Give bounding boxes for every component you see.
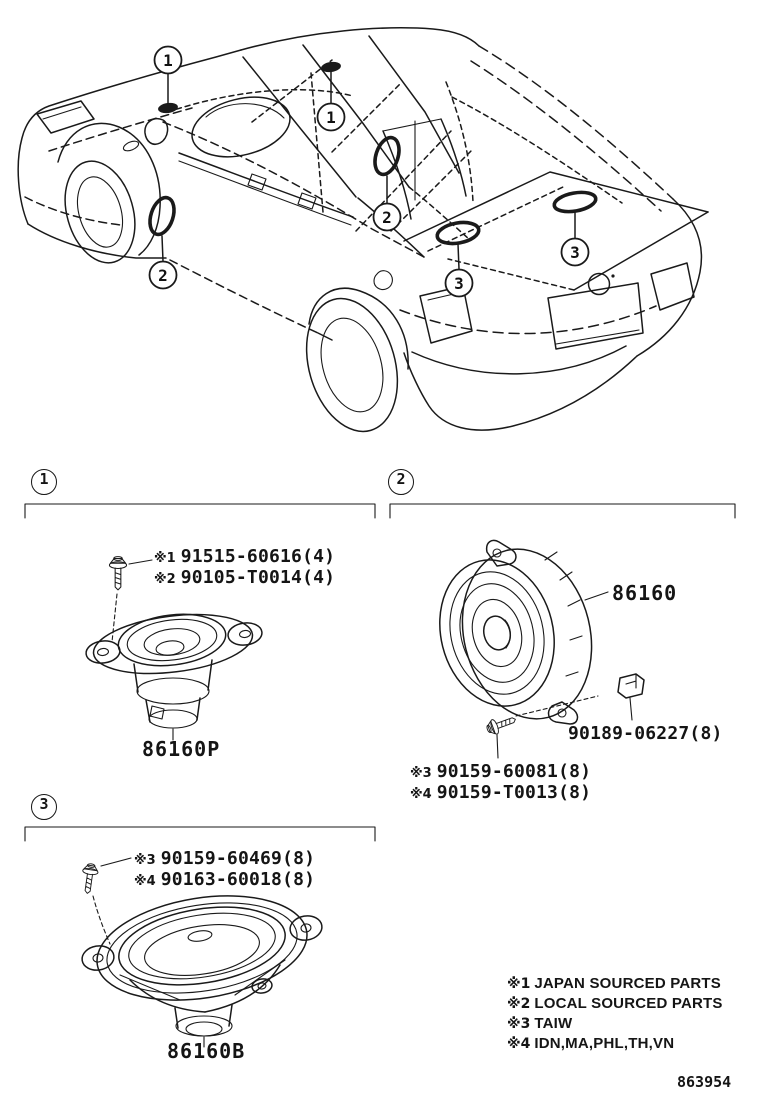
callout-2-front-label: 2	[158, 265, 168, 285]
section-2-part-notes	[410, 761, 591, 803]
section-2-callout	[388, 469, 414, 495]
legend-text: LOCAL SOURCED PARTS	[534, 995, 723, 1012]
door-speaker-location-front	[146, 195, 179, 238]
part-number: 90105-T0014(4)	[180, 567, 336, 588]
source-mark: ※3	[410, 766, 432, 781]
legend-text: TAIW	[534, 1015, 573, 1032]
car-wireframe-drawing	[18, 28, 708, 442]
part-note	[154, 567, 335, 588]
source-mark: ※2	[507, 996, 531, 1012]
figure-code: 863954	[677, 1073, 732, 1091]
clip-part-number: 90189-06227(8)	[568, 723, 723, 744]
callout-1-right-label: 1	[326, 107, 336, 127]
part-note	[134, 848, 315, 869]
section-3-callout	[31, 794, 57, 820]
source-mark: ※1	[154, 551, 176, 566]
part-label-86160P: 86160P	[142, 737, 221, 761]
source-mark: ※1	[507, 976, 531, 992]
part-label-86160B: 86160B	[167, 1039, 246, 1063]
part-number: 90159-60081(8)	[436, 761, 592, 782]
legend-text: IDN,MA,PHL,TH,VN	[534, 1035, 675, 1052]
part-number: 90163-60018(8)	[160, 869, 316, 890]
source-mark: ※4	[134, 874, 156, 889]
section-2-number: 2	[396, 470, 406, 488]
callout-3-right-label: 3	[570, 242, 580, 262]
section-3-part-notes	[134, 848, 315, 890]
source-mark: ※2	[154, 572, 176, 587]
callout-2-rear-label: 2	[382, 207, 392, 227]
part-label-86160: 86160	[612, 581, 678, 605]
legend-item	[507, 973, 723, 993]
part-number: 90159-60469(8)	[160, 848, 316, 869]
source-mark: ※4	[507, 1036, 531, 1052]
legend-item	[507, 993, 723, 1013]
part-number: 91515-60616(4)	[180, 546, 336, 567]
legend-text: JAPAN SOURCED PARTS	[534, 975, 721, 992]
callout-3-left-label: 3	[454, 273, 464, 293]
part-note	[410, 761, 591, 782]
screw-icon-section1	[109, 557, 126, 590]
section-1-number: 1	[39, 470, 49, 488]
part-number: 90159-T0013(8)	[436, 782, 592, 803]
section-1-part-notes	[154, 546, 335, 588]
sourcing-legend	[507, 973, 723, 1053]
section-3-number: 3	[39, 795, 49, 813]
clip-icon	[618, 674, 644, 698]
source-mark: ※3	[507, 1016, 531, 1032]
part-note	[410, 782, 591, 803]
screw-icon-section2	[485, 712, 518, 737]
callout-1-left-label: 1	[163, 50, 173, 70]
legend-item	[507, 1033, 723, 1053]
source-mark: ※3	[134, 853, 156, 868]
screw-icon-section3	[80, 863, 99, 895]
source-mark: ※4	[410, 787, 432, 802]
deck-speaker-location-right	[553, 189, 597, 214]
car-callout-markers	[146, 47, 598, 297]
part-note	[154, 546, 335, 567]
section-1-callout	[31, 469, 57, 495]
legend-item	[507, 1013, 723, 1033]
part-note	[134, 869, 315, 890]
